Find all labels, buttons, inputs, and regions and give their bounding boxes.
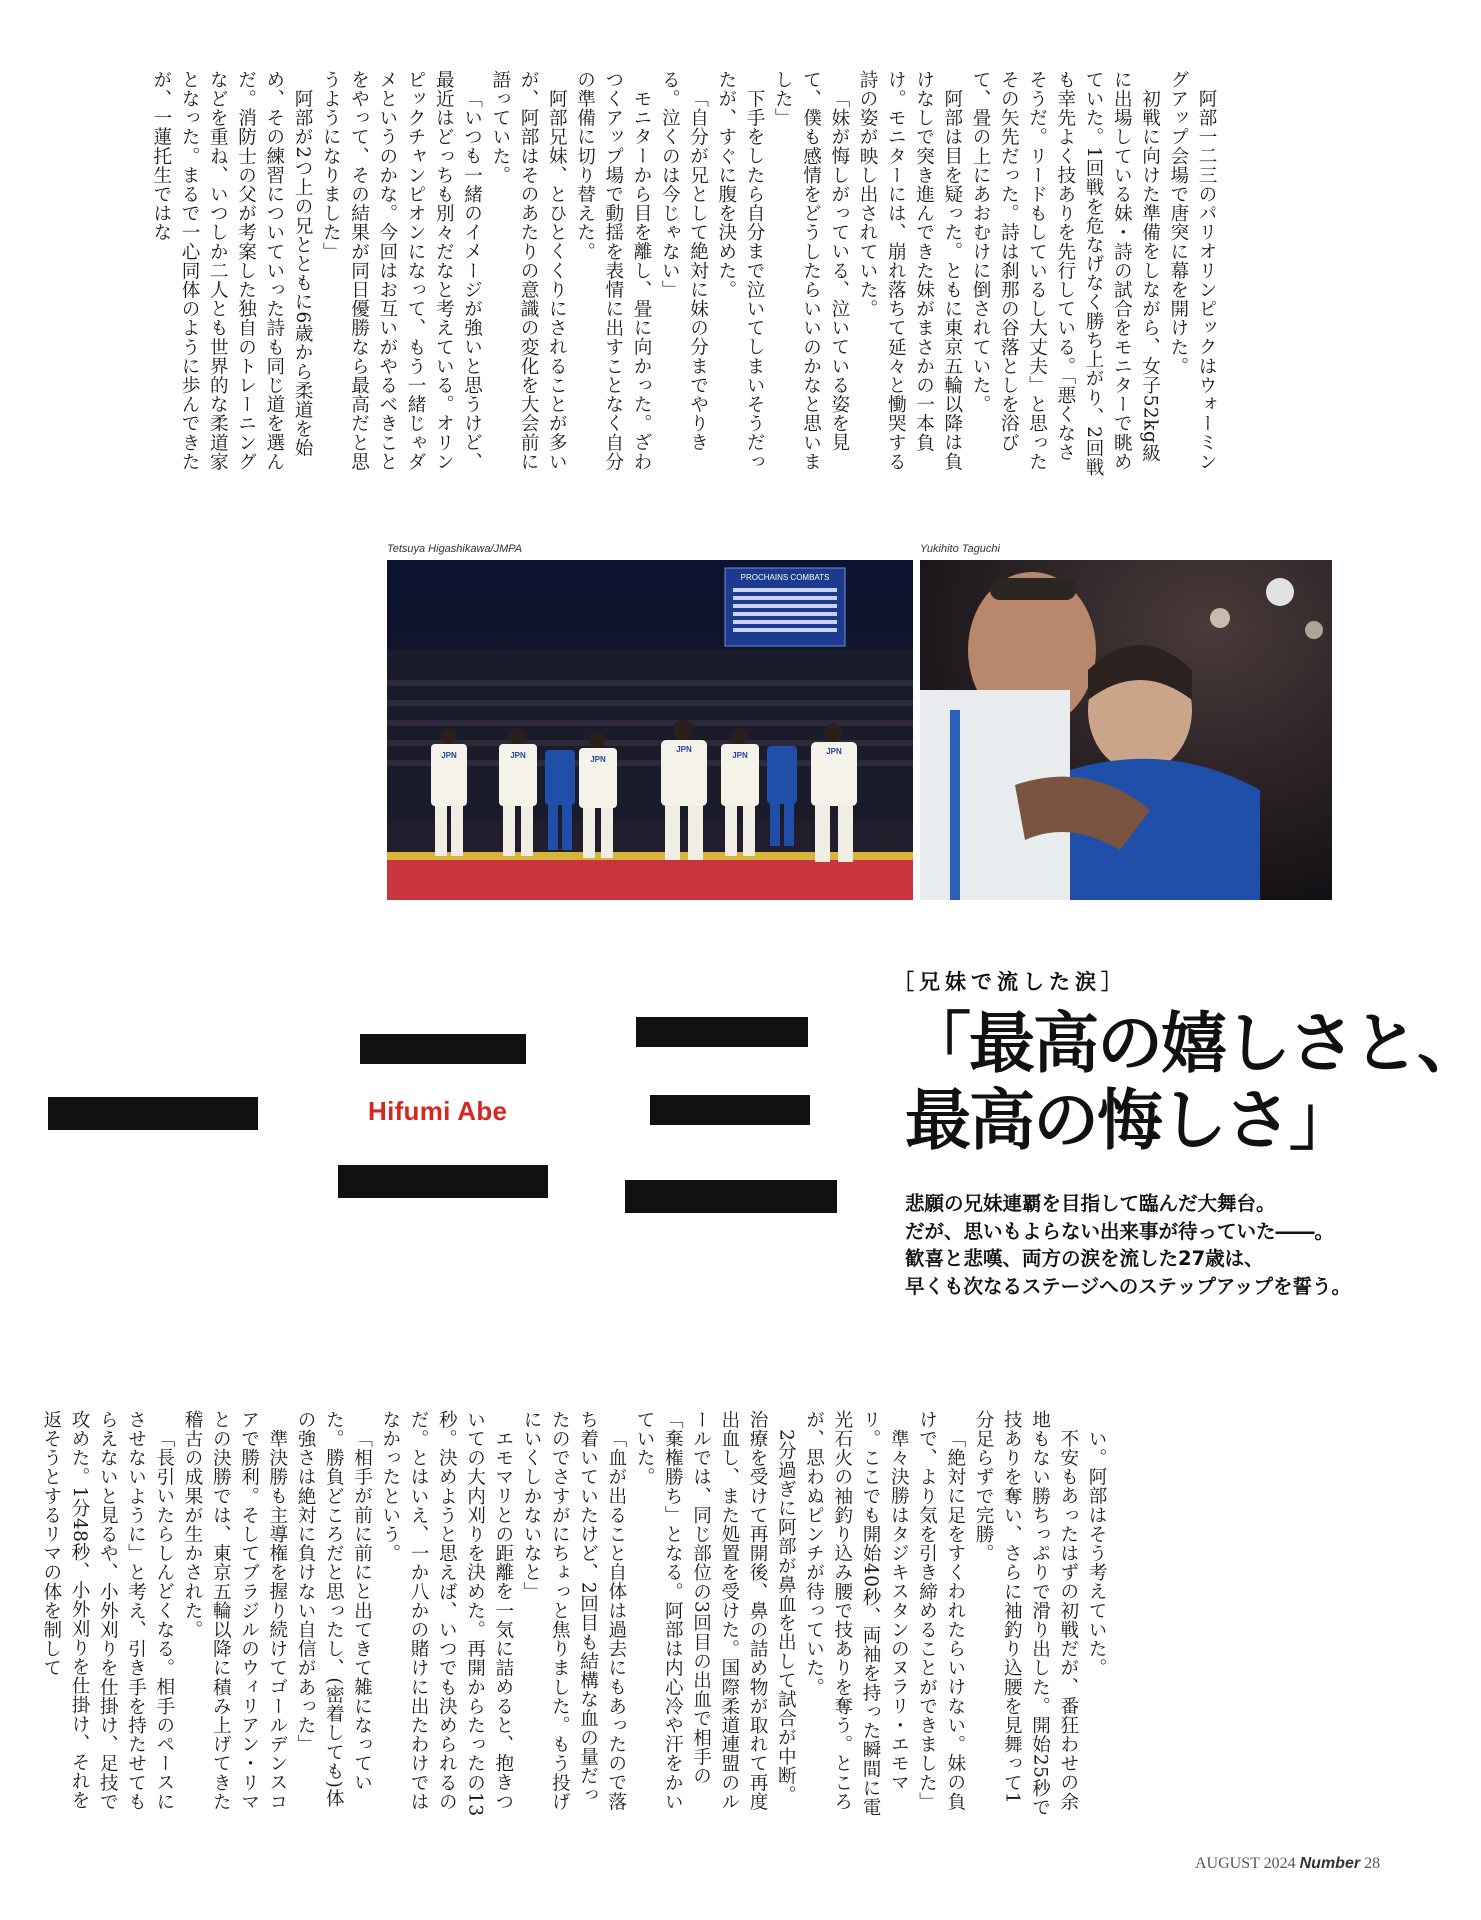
article-paragraph: 下手をしたら自分まで泣いてしまいそうだったが、すぐに腹を決めた。 <box>715 70 765 471</box>
lead-line: だが、思いもよらない出来事が待っていた――。 <box>905 1219 1335 1243</box>
article-paragraph: エモマリとの距離を一気に詰めると、抱きついての大内刈りを決めた。再開からたったの13秒。決めようと思えば、いつでも決められるのだ。とはいえ、一か八かの賭けに出たわけではなかったという。 <box>379 1410 514 1817</box>
article-bottom-column <box>40 1410 1110 1820</box>
article-paragraph: 「自分が兄として絶対に妹の分までやりきる。泣くのは今じゃない」 <box>659 70 709 452</box>
article-paragraph: 「血が出ること自体は過去にもあったので落ち着いていたけど、2回目も結構な血の量だったのでさすがにちょっと焦りました。もう投げにいくしかないなと」 <box>521 1410 627 1812</box>
article-paragraph: 準々決勝はタジキスタンのヌラリ・エモマリ。ここでも開始40秒、両袖を持った瞬間に電光石火の袖釣り込み腰で技ありを奪う。ところが、思わぬピンチが待っていた。 <box>803 1410 910 1817</box>
photo-credit-right: Yukihito Taguchi <box>920 543 1000 555</box>
article-paragraph: 2分過ぎに阿部が鼻血を出して試合が中断。治療を受けて再開後、鼻の詰め物が取れて再度出血し、また処置を受けた。国際柔道連盟のルールでは、同じ部位の3回目の出血で相手の「棄権勝ち」となる。阿部は内心冷や汗をかいていた。 <box>634 1410 797 1812</box>
coach-embrace-photo <box>920 560 1332 900</box>
svg-text:JPN: JPN <box>590 755 606 764</box>
team-lineup-photo <box>387 560 913 900</box>
svg-text:JPN: JPN <box>441 751 457 760</box>
folio-magazine: Number <box>1299 1855 1361 1872</box>
headline <box>905 1005 1481 1160</box>
article-paragraph: 阿部が2つ上の兄とともに6歳から柔道を始め、その練習についていった詩も同じ道を選んだ。消防士の父が考案した独自のトレーニングなどを重ね、いつしか二人とも世界的な柔道家となった。まるで一心同体のように歩んできたが、一蓮托生ではな <box>150 70 313 472</box>
article-paragraph: 「妹が悔しがっている、泣いている姿を見て、僕も感情をどうしたらいいのかなと思いました」 <box>772 70 850 472</box>
article-paragraph: 不安もあったはずの初戦だが、番狂わせの余地もない勝ちっぷりで滑り出した。開始25秒で技ありを奪い、さらに袖釣り込腰を見舞って1分足らずで完勝。 <box>973 1410 1079 1817</box>
article-paragraph: モニターから目を離し、畳に向かった。ざわつくアップ場で動揺を表情に出すことなく自分の準備に切り替えた。 <box>574 70 652 472</box>
svg-text:JPN: JPN <box>510 751 526 760</box>
lead-line: 悲願の兄妹連覇を目指して臨んだ大舞台。 <box>905 1192 1276 1215</box>
kanji-ni-top-bar <box>360 1034 526 1064</box>
kanji-ni-bottom-bar <box>338 1165 548 1198</box>
article-paragraph: 阿部一二三のパリオリンピックはウォーミングアップ会場で唐突に幕を開けた。 <box>1167 70 1217 471</box>
athlete-name-en: Hifumi Abe <box>368 1096 508 1126</box>
article-paragraph: い。阿部はそう考えていた。 <box>1086 1428 1107 1677</box>
svg-text:JPN: JPN <box>676 745 692 754</box>
article-paragraph: 阿部兄妹、とひとくくりにされることが多いが、阿部はそのあたりの意識の変化を大会前に語っていた。 <box>489 70 568 472</box>
page-folio <box>1195 1855 1380 1873</box>
kanji-san-bottom-bar <box>625 1180 837 1213</box>
scoreboard-title: PROCHAINS COMBATS <box>740 573 830 582</box>
section-kicker: ［兄妹で流した涙］ <box>893 970 1127 994</box>
lead-line: 早くも次なるステージへのステップアップを誓う。 <box>905 1275 1351 1299</box>
article-top-column <box>110 70 1220 480</box>
kanji-san-middle-bar <box>650 1095 810 1125</box>
article-paragraph: 阿部は目を疑った。ともに東京五輪以降は負けなしで突き進んできた妹がまさかの一本負け。モニターには、崩れ落ちて延々と慟哭する詩の姿が映し出されていた。 <box>857 70 963 472</box>
lead-text <box>905 1190 1425 1301</box>
svg-text:JPN: JPN <box>732 751 748 760</box>
kanji-san-top-bar <box>636 1017 808 1047</box>
article-paragraph: 「長引いたらしんどくなる。相手のペースにさせないように」と考え、引き手を持たせてもらえないと見るや、小外刈りを仕掛け、足技で攻めた。1分48秒、小外刈りを仕掛け、それを返そうとするリマの体を制して <box>40 1410 175 1812</box>
article-paragraph: 初戦に向けた準備をしながら、女子52kg級に出場している妹・詩の試合をモニターで眺めていた。1回戦を危なげなく勝ち上がり、2回戦も幸先よく技ありを先行している。「悪くなさそうだ。リードもしているし大丈夫」と思ったその矢先だった。詩は刹那の谷落としを浴びて、畳の上にあおむけに倒されていた。 <box>970 70 1161 477</box>
photo-credit-left: Tetsuya Higashikawa/JMPA <box>387 543 523 555</box>
headline-line: 最高の悔しさ」 <box>905 1082 1353 1160</box>
article-paragraph: 「相手が前に前にと出てきて雑になっていた。勝負どころだと思ったし、(密着しても)体の強さは絶対に負けない自信があった」 <box>295 1410 373 1808</box>
svg-text:JPN: JPN <box>826 747 842 756</box>
kanji-ichi-bar <box>48 1097 258 1130</box>
folio-page: 28 <box>1364 1855 1381 1872</box>
headline-line: 「最高の嬉しさと、 <box>905 1005 1481 1082</box>
folio-date: AUGUST 2024 <box>1195 1855 1296 1872</box>
lead-line: 歓喜と悲嘆、両方の涙を流した27歳は、 <box>905 1247 1264 1271</box>
article-paragraph: 「絶対に足をすくわれたらいけない。妹の負けで、より気を引き締めることができました」 <box>916 1410 966 1812</box>
article-paragraph: 準決勝も主導権を握り続けてゴールデンスコアで勝利。そしてブラジルのウィリアン・リマとの決勝では、東京五輪以降に積み上げてきた稽古の成果が生かされた。 <box>182 1410 288 1812</box>
article-paragraph: 「いつも一緒のイメージが強いと思うけど、最近はどっちも別々だなと考えている。オリンピックチャンピオンになって、もう一緒じゃダメというのかな。今回はお互いがやるべきことをやって、その結果が同日優勝なら最高だと思うようになりました」 <box>320 70 483 472</box>
